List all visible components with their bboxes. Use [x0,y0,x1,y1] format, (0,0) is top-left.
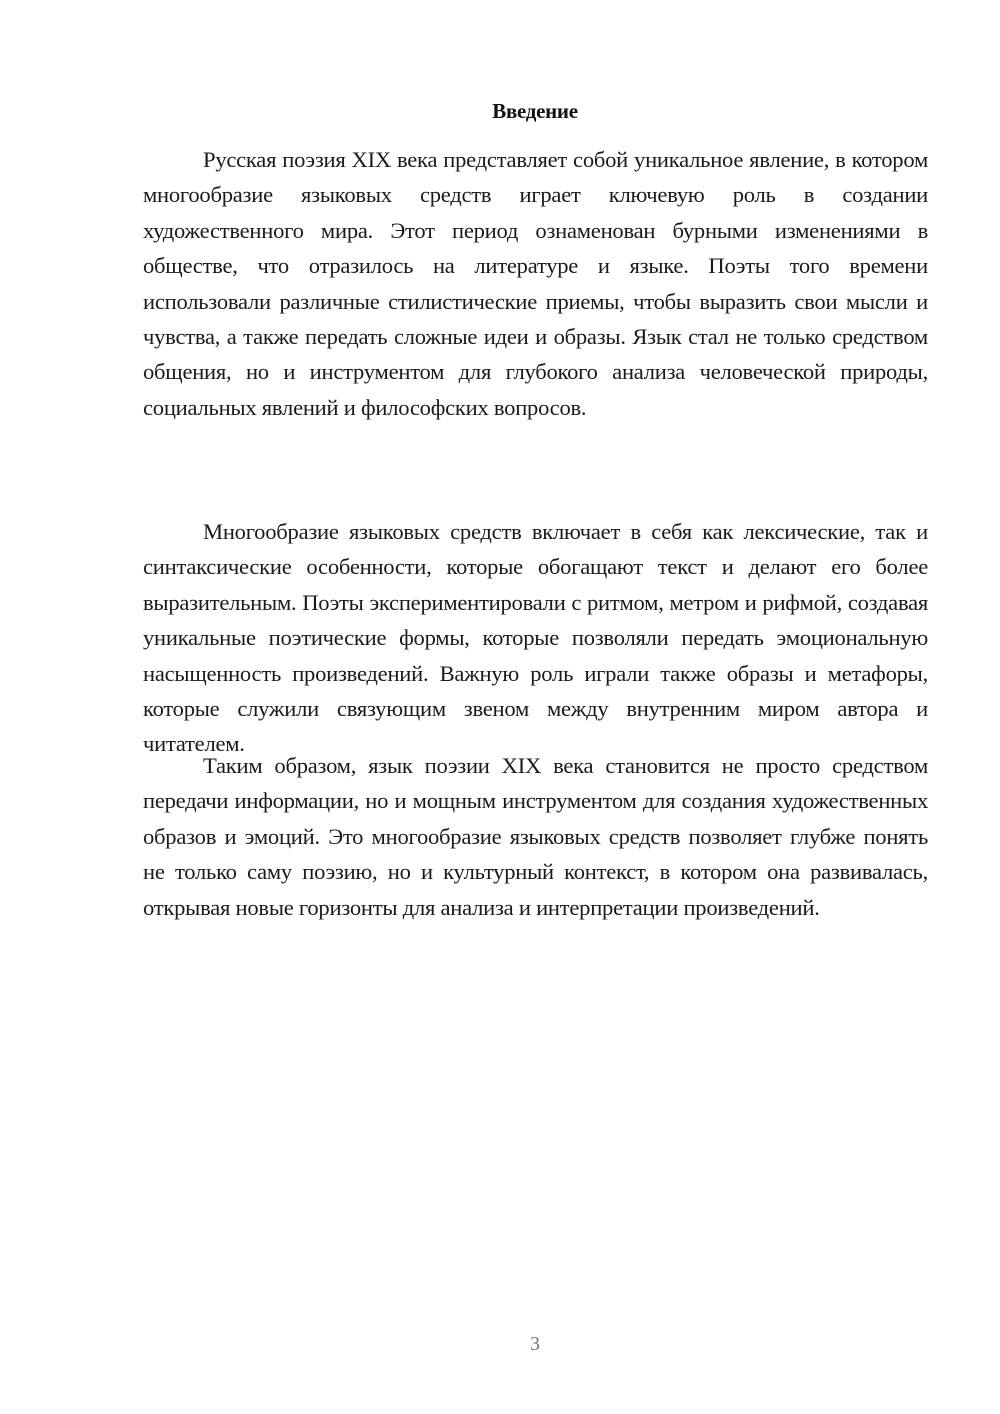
paragraph-3: Таким образом, язык поэзии XIX века становится не просто средством передачи информации, но и мощным инструментом для создания художественных образов и эмоций. Это многообразие языковых средств позволяет глубже понять не только саму поэзию, но и культурный контекст, в котором она развивалась, открывая новые горизонты для анализа и интерпретации произведений. [143,753,928,920]
paragraph-2: Многообразие языковых средств включает в себя как лексические, так и синтаксические особенности, которые обогащают текст и делают его более выразительным. Поэты экспериментировали с ритмом, метром и рифмой, создавая уникальные поэтические формы, которые позволяли передать эмоциональную насыщенность произведений. Важную роль играли также образы и метафоры, которые служили связующим звеном между внутренним миром автора и читателем. [143,519,928,757]
page-number: 3 [530,1333,540,1355]
section-title: Введение [492,99,578,123]
paragraph-1: Русская поэзия XIX века представляет собой уникальное явление, в котором многообразие языковых средств играет ключевую роль в создании художественного мира. Этот период ознаменован бурными изменениями в обществе, что отразилось на литературе и языке. Поэты того времени использовали различные стилистические приемы, чтобы выразить свои мысли и чувства, а также передать сложные идеи и образы. Язык стал не только средством общения, но и инструментом для глубокого анализа человеческой природы, социальных явлений и философских вопросов. [143,147,928,420]
